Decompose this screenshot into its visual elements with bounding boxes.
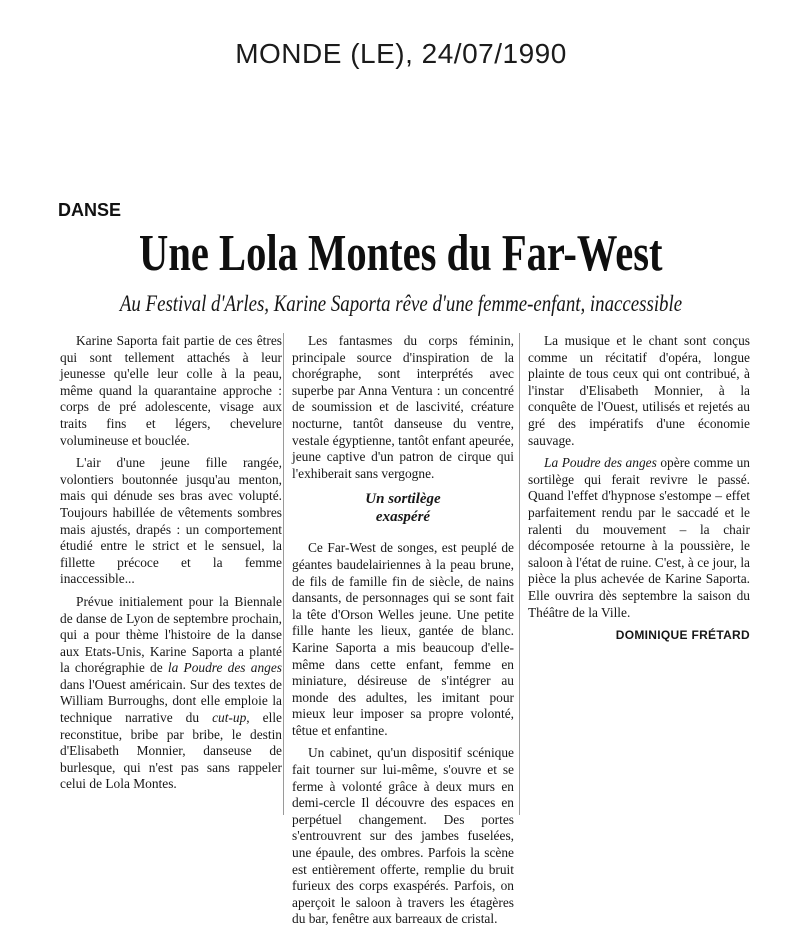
paragraph [528, 455, 750, 621]
column-divider [283, 333, 284, 815]
article-headline: Une Lola Montes du Far-West [139, 225, 663, 282]
paragraph-text: , elle reconstitue, bribe par bribe, le destin d'Elisabeth Monnier, danseuse de burlesque, qui n'est pas sans rappeler celui de Lola Montes. [60, 710, 282, 792]
paragraph-text: opère comme un sortilège qui ferait revivre le passé. Quand l'effet d'hypnose s'estompe – effet parfaitement rendu par le saccadé et le ralenti du mouvement – la chair décomposée retourne à la poussière, le saloon à l'état de ruine. C'est, à ce jour, la pièce la plus achevée de Karine Saporta. Elle ouvrira dès septembre la saison du Théâtre de la Ville. [528, 455, 750, 620]
column-1 [60, 333, 282, 799]
section-rubric: DANSE [58, 200, 122, 220]
intertitle-line: Un sortilège [365, 491, 441, 508]
paragraph: La musique et le chant sont conçus comme un récitatif d'opéra, longue plainte de tous ceux qui ont contribué, à l'instar d'Elisabeth Monnier, à la conquête de l'Ouest, utilisés et rejetés au gré des impératifs d'une économie sauvage. [528, 333, 750, 448]
paragraph: Ce Far-West de songes, est peuplé de géantes baudelairiennes à la peau brune, de fils de famille fin de siècle, de nains dansants, de personnages qui se sont fait la tête d'Orson Welles jeune. Une petite fille hante les lieux, gantée de blanc. Karine Saporta a mis beaucoup d'elle-même dans cette enfant, femme en miniature, désireuse de s'intégrer au monde des adultes, les imitant pour mieux leur imposer sa propre volonté, têtue et enfantine. [292, 540, 514, 738]
column-divider [519, 333, 520, 815]
paragraph-text: dans l'Ouest américain. Sur des textes de William Burroughs, dont elle emploie la technique narrative du [60, 676, 282, 726]
paragraph: Les fantasmes du corps féminin, principale source d'inspiration de la chorégraphe, sont interprétés avec superbe par Anna Ventura : un concentré de soumission et de lascivité, créature nocturne, tantôt danseuse du ventre, vestale égyptienne, tantôt enfant apeurée, jeune captive d'un patron de cirque qui l'exhiberait sans vergogne. [292, 333, 514, 481]
paragraph: Karine Saporta fait partie de ces êtres qui sont tellement attachés à leur jeunesse qu'elle leur colle à la peau, même quand la quarantaine approche : corps de pré adolescente, visage aux traits fins et légers, chevelure volumineuse et bouclée. [60, 333, 282, 448]
intertitle [292, 490, 514, 526]
article-subhead: Au Festival d'Arles, Karine Saporta rêve d'une femme-enfant, inaccessible [119, 291, 683, 316]
work-title: La Poudre des anges [544, 455, 657, 471]
technique-term: cut-up [212, 710, 247, 726]
byline: DOMINIQUE FRÉTARD [615, 628, 750, 643]
column-2 [292, 333, 514, 934]
source-line: MONDE (LE), 24/07/1990 [235, 38, 567, 69]
paragraph: Un cabinet, qu'un dispositif scénique fait tourner sur lui-même, s'ouvre et se ferme à volonté grâce à deux murs en demi-cercle Il découvre des espaces en perpétuel changement. Des portes s'entrouvrent sur des jambes fuselées, une épaule, des ombres. Parfois la scène est entièrement offerte, remplie du bruit furieux des corps exaspérés. Parfois, on aperçoit le saloon à travers les étagères du bar, fenêtre aux barreaux de cristal. [292, 745, 514, 927]
paragraph: L'air d'une jeune fille rangée, volontiers boutonnée jusqu'au menton, mais qui dénude ses bras avec volupté. Toujours habillée de vêtements sombres mais ajustés, drapés : un comportement étudié entre le strict et le sensuel, la fillette précoce et la femme inaccessible... [60, 455, 282, 587]
column-3 [528, 333, 750, 644]
paragraph-text: Prévue initialement pour la Biennale de danse de Lyon de septembre prochain, qui a pour thème l'histoire de la danse aux Etats-Unis, Karine Saporta a planté la chorégraphie de [60, 593, 282, 676]
work-title: la Poudre des anges [167, 660, 282, 676]
paragraph [60, 594, 282, 793]
intertitle-line: exaspéré [375, 509, 431, 526]
